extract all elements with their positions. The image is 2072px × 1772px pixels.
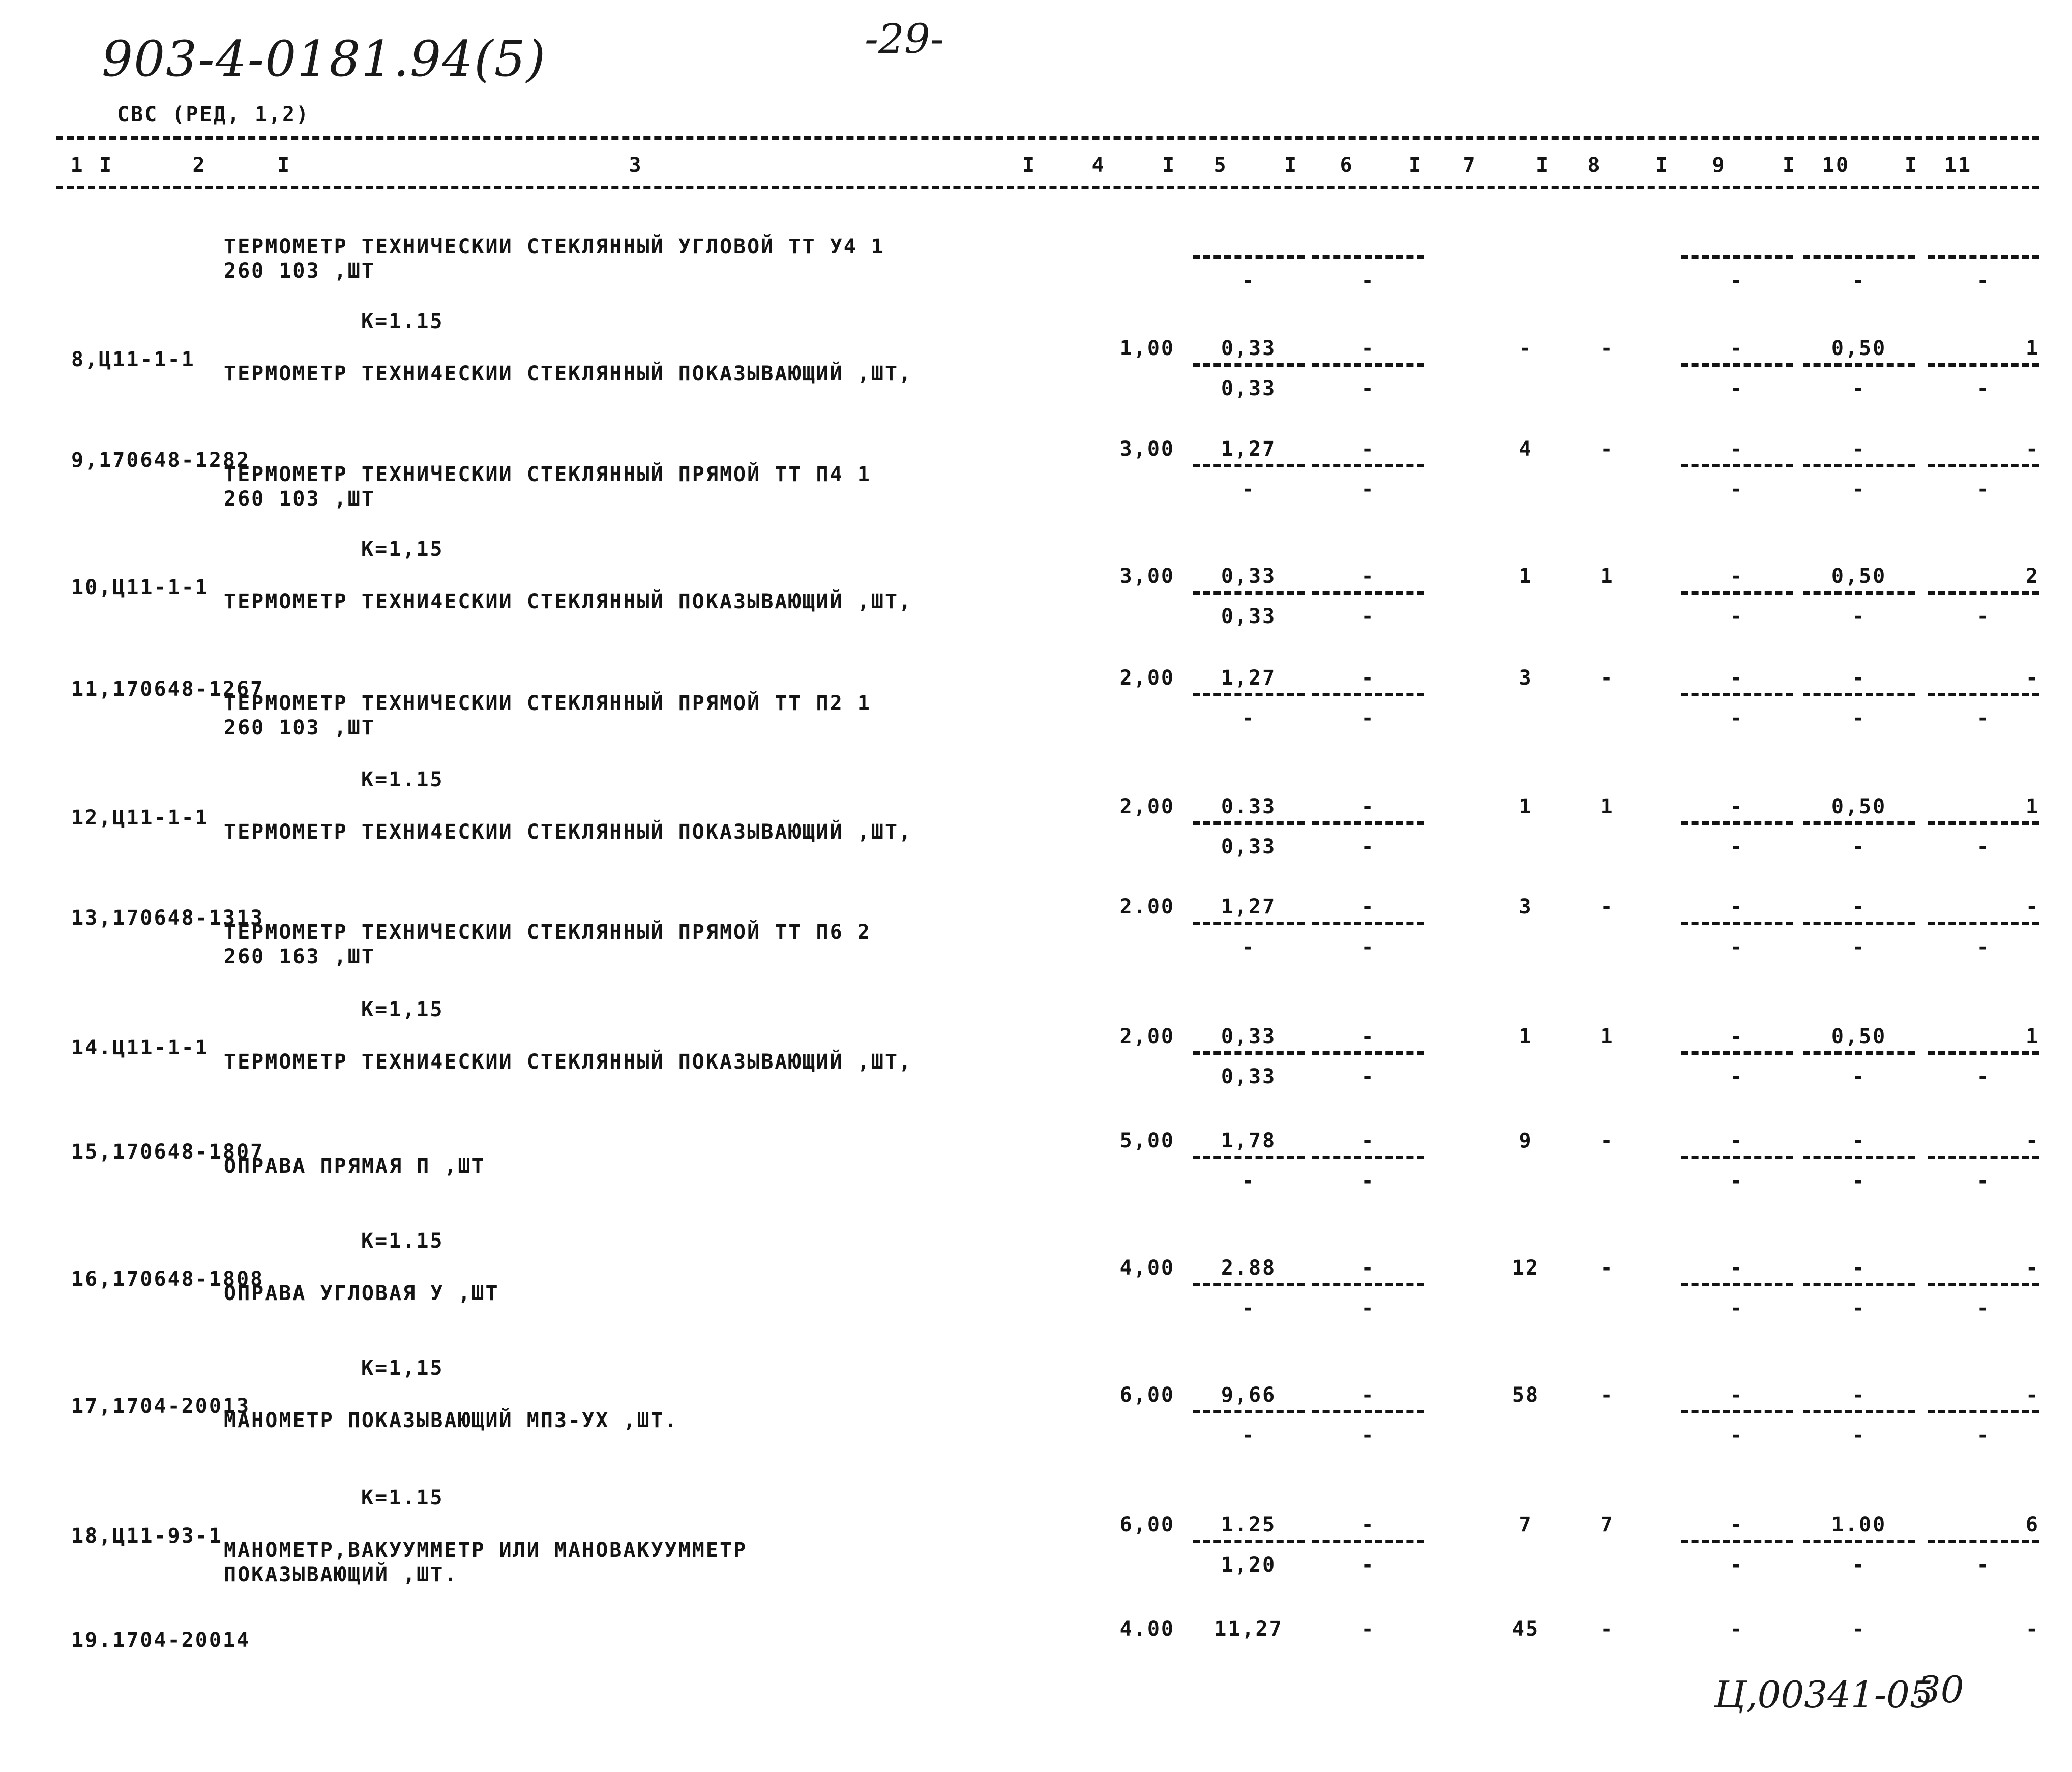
column-header-8: 8 (1587, 154, 1602, 177)
cell-c8: - (1600, 437, 1614, 461)
cell-c6-bottom: - (1361, 269, 1375, 292)
cell-c10-bottom: - (1852, 706, 1866, 730)
cell-c11-bottom: - (1976, 835, 1991, 859)
fraction-line (1681, 363, 1793, 367)
fraction-line (1312, 363, 1424, 367)
fraction-line (1928, 591, 2039, 595)
cell-c9-top: - (1730, 1617, 1744, 1641)
cell-c9-top: - (1730, 1513, 1744, 1537)
cell-c9-bottom: - (1730, 1065, 1744, 1088)
row-number: 11,170648-1267 (71, 677, 264, 701)
fraction-line (1312, 591, 1424, 595)
cell-c11-top: - (2025, 1256, 2039, 1280)
cell-c6-bottom: - (1361, 1169, 1375, 1193)
fraction-line (1312, 1051, 1424, 1055)
row-number: 10,Ц11-1-1 (71, 576, 209, 599)
cell-c11-bottom: - (1976, 1553, 1991, 1577)
fraction-line (1312, 821, 1424, 825)
column-separator: I (1409, 154, 1423, 177)
item-description-cont: 260 103 ,ШТ (224, 259, 375, 283)
cell-c8: 1 (1600, 1025, 1614, 1048)
cell-c5-bottom: 0,33 (1221, 1065, 1277, 1088)
cell-c11-top: - (2025, 1129, 2039, 1153)
cell-c9-bottom: - (1730, 1296, 1744, 1320)
fraction-line (1928, 1283, 2039, 1286)
cell-c4: 3,00 (1119, 437, 1175, 461)
cell-c5-bottom: - (1241, 1169, 1256, 1193)
cell-c7: 7 (1519, 1513, 1533, 1537)
fraction-line (1681, 1283, 1793, 1286)
cell-c10-top: 0,50 (1831, 1025, 1887, 1048)
column-separator: I (1905, 154, 1919, 177)
column-separator: I (1162, 154, 1176, 177)
cell-c6-bottom: - (1361, 1065, 1375, 1088)
column-header-11: 11 (1944, 154, 1972, 177)
fraction-line (1681, 1156, 1793, 1159)
fraction-line (1803, 821, 1915, 825)
column-separator: I (1536, 154, 1550, 177)
fraction-line (1928, 1156, 2039, 1159)
fraction-line (1681, 1051, 1793, 1055)
column-separator: I (99, 154, 113, 177)
cell-c5-bottom: 0,33 (1221, 377, 1277, 400)
cell-c11-top: 1 (2025, 1025, 2039, 1048)
cell-c6-top: - (1361, 565, 1375, 588)
cell-c5-top: 0,33 (1221, 1025, 1277, 1048)
column-separator: I (277, 154, 291, 177)
fraction-line (1312, 255, 1424, 259)
cell-c10-bottom: - (1852, 1553, 1866, 1577)
row-number: 19.1704-20014 (71, 1629, 251, 1652)
item-description-cont: 260 103 ,ШТ (224, 487, 375, 511)
fraction-line (1803, 1156, 1915, 1159)
footer-page-number: 30 (1917, 1668, 1964, 1711)
cell-c7: 45 (1512, 1617, 1540, 1641)
row-number: 16,170648-1808 (71, 1267, 264, 1291)
cell-c4: 2,00 (1119, 1025, 1175, 1048)
cell-c5-top: 1,27 (1221, 895, 1277, 919)
cell-c11-top: 6 (2025, 1513, 2039, 1537)
item-description-cont: 260 163 ,ШТ (224, 945, 375, 968)
cell-c6-bottom: - (1361, 1424, 1375, 1447)
cell-c9-top: - (1730, 565, 1744, 588)
cell-c5-bottom: - (1241, 706, 1256, 730)
cell-c6-top: - (1361, 1383, 1375, 1407)
fraction-line (1193, 1283, 1305, 1286)
fraction-line (1928, 922, 2039, 925)
cell-c7: 4 (1519, 437, 1533, 461)
cell-c10-bottom: - (1852, 605, 1866, 628)
cell-c11-bottom: - (1976, 605, 1991, 628)
fraction-line (1681, 922, 1793, 925)
cell-c5-top: 1.25 (1221, 1513, 1277, 1537)
cell-c9-top: - (1730, 337, 1744, 360)
column-header-10: 10 (1822, 154, 1850, 177)
fraction-line (1193, 821, 1305, 825)
cell-c6-bottom: - (1361, 377, 1375, 400)
column-header-4: 4 (1091, 154, 1106, 177)
fraction-line (1312, 1283, 1424, 1286)
cell-c6-top: - (1361, 1513, 1375, 1537)
cell-c8: - (1600, 1256, 1614, 1280)
fraction-line (1803, 1051, 1915, 1055)
cell-c7: - (1519, 337, 1533, 360)
cell-c8: - (1600, 1383, 1614, 1407)
cell-c6-top: - (1361, 1129, 1375, 1153)
cell-c7: 1 (1519, 1025, 1533, 1048)
item-description: ТЕРМОМЕТР ТЕХНИЧЕСКИИ СТЕКЛЯННЫЙ УГЛОВОЙ ТТ У4 1 (224, 235, 885, 258)
cell-c6-top: - (1361, 437, 1375, 461)
cell-c6-top: - (1361, 1617, 1375, 1641)
cell-c8: - (1600, 666, 1614, 690)
cell-c10-bottom: - (1852, 377, 1866, 400)
item-description-cont: ПОКАЗЫВАЮЩИЙ ,ШТ. (224, 1563, 458, 1586)
cell-c10-top: - (1852, 1383, 1866, 1407)
cell-c5-bottom: - (1241, 1296, 1256, 1320)
cell-c4: 2,00 (1119, 795, 1175, 818)
column-header-5: 5 (1213, 154, 1228, 177)
cell-c10-bottom: - (1852, 1296, 1866, 1320)
cell-c11-bottom: - (1976, 1424, 1991, 1447)
cell-c6-bottom: - (1361, 935, 1375, 959)
cell-c5-bottom: - (1241, 935, 1256, 959)
cell-c6-top: - (1361, 1025, 1375, 1048)
cell-c6-top: - (1361, 895, 1375, 919)
cell-c5-top: 9,66 (1221, 1383, 1277, 1407)
item-description: МАНОМЕТР,ВАКУУММЕТР ИЛИ МАНОВАКУУММЕТР (224, 1539, 748, 1562)
fraction-line (1803, 255, 1915, 259)
column-header-2: 2 (192, 154, 206, 177)
cell-c10-top: - (1852, 437, 1866, 461)
fraction-line (1193, 1051, 1305, 1055)
cell-c9-bottom: - (1730, 1424, 1744, 1447)
item-description: ОПРАВА ПРЯМАЯ П ,ШТ (224, 1155, 486, 1178)
cell-c9-bottom: - (1730, 1169, 1744, 1193)
cell-c9-bottom: - (1730, 706, 1744, 730)
cell-c9-top: - (1730, 1025, 1744, 1048)
fraction-line (1193, 464, 1305, 467)
item-description-cont: 260 103 ,ШТ (224, 716, 375, 740)
cell-c11-top: - (2025, 1617, 2039, 1641)
fraction-line (1928, 1051, 2039, 1055)
cell-c10-bottom: - (1852, 835, 1866, 859)
fraction-line (1193, 591, 1305, 595)
column-header-7: 7 (1463, 154, 1477, 177)
cell-c6-bottom: - (1361, 1553, 1375, 1577)
fraction-line (1193, 363, 1305, 367)
cell-c9-top: - (1730, 666, 1744, 690)
cell-c5-bottom: - (1241, 269, 1256, 292)
fraction-line (1928, 255, 2039, 259)
coefficient-label: К=1.15 (361, 310, 444, 333)
cell-c7: 9 (1519, 1129, 1533, 1153)
cell-c10-top: 0,50 (1831, 565, 1887, 588)
cell-c7: 1 (1519, 795, 1533, 818)
cell-c8: - (1600, 337, 1614, 360)
cell-c10-top: - (1852, 1129, 1866, 1153)
cell-c6-top: - (1361, 795, 1375, 818)
cell-c9-top: - (1730, 795, 1744, 818)
cell-c6-bottom: - (1361, 835, 1375, 859)
fraction-line (1681, 1410, 1793, 1413)
fraction-line (1681, 464, 1793, 467)
fraction-line (1681, 255, 1793, 259)
cell-c10-bottom: - (1852, 935, 1866, 959)
cell-c10-bottom: - (1852, 1065, 1866, 1088)
cell-c6-top: - (1361, 1256, 1375, 1280)
row-number: 14.Ц11-1-1 (71, 1036, 209, 1059)
column-header-3: 3 (629, 154, 643, 177)
doc-code: 903-4-0181.94(5) (102, 31, 547, 87)
cell-c10-top: - (1852, 1617, 1866, 1641)
cell-c5-top: 1,78 (1221, 1129, 1277, 1153)
cell-c9-bottom: - (1730, 377, 1744, 400)
fraction-line (1681, 693, 1793, 696)
cell-c11-top: 1 (2025, 337, 2039, 360)
cell-c11-top: 2 (2025, 565, 2039, 588)
coefficient-label: К=1.15 (361, 1486, 444, 1510)
subtitle: СВС (РЕД, 1,2) (117, 103, 310, 126)
cell-c8: - (1600, 1617, 1614, 1641)
column-separator: I (1284, 154, 1298, 177)
fraction-line (1928, 464, 2039, 467)
column-header-1: 1 (70, 154, 84, 177)
cell-c10-top: - (1852, 1256, 1866, 1280)
item-description: ТЕРМОМЕТР ТЕХНИЧЕСКИИ СТЕКЛЯННЫЙ ПРЯМОЙ ТТ П2 1 (224, 692, 871, 715)
cell-c11-bottom: - (1976, 478, 1991, 501)
row-number: 18,Ц11-93-1 (71, 1524, 223, 1548)
cell-c7: 58 (1512, 1383, 1540, 1407)
row-number: 12,Ц11-1-1 (71, 806, 209, 830)
fraction-line (1312, 1410, 1424, 1413)
cell-c11-top: - (2025, 437, 2039, 461)
footer-stamp: Ц,00341-05 (1714, 1673, 1933, 1716)
cell-c8: 1 (1600, 795, 1614, 818)
fraction-line (1193, 693, 1305, 696)
cell-c5-top: 2.88 (1221, 1256, 1277, 1280)
column-header-6: 6 (1340, 154, 1354, 177)
cell-c9-top: - (1730, 1383, 1744, 1407)
cell-c11-bottom: - (1976, 935, 1991, 959)
cell-c6-top: - (1361, 666, 1375, 690)
cell-c6-bottom: - (1361, 706, 1375, 730)
cell-c5-bottom: 0,33 (1221, 605, 1277, 628)
coefficient-label: К=1.15 (361, 1229, 444, 1253)
cell-c9-top: - (1730, 1256, 1744, 1280)
cell-c5-top: 11,27 (1214, 1617, 1283, 1641)
fraction-line (1928, 821, 2039, 825)
cell-c11-top: - (2025, 895, 2039, 919)
cell-c9-bottom: - (1730, 605, 1744, 628)
item-description: ТЕРМОМЕТР ТЕХНИ4ЕСКИИ СТЕКЛЯННЫЙ ПОКАЗЫВАЮЩИЙ ,ШТ, (224, 1050, 913, 1074)
item-description: МАНОМЕТР ПОКАЗЫВАЮЩИЙ МП3-УХ ,ШТ. (224, 1409, 678, 1432)
fraction-line (1928, 693, 2039, 696)
cell-c11-bottom: - (1976, 1169, 1991, 1193)
fraction-line (1312, 922, 1424, 925)
row-number: 13,170648-1313 (71, 906, 264, 930)
cell-c6-top: - (1361, 337, 1375, 360)
cell-c4: 5,00 (1119, 1129, 1175, 1153)
cell-c11-bottom: - (1976, 1296, 1991, 1320)
column-separator: I (1783, 154, 1797, 177)
cell-c5-top: 0,33 (1221, 337, 1277, 360)
cell-c10-bottom: - (1852, 269, 1866, 292)
row-number: 9,170648-1282 (71, 449, 251, 472)
cell-c4: 6,00 (1119, 1383, 1175, 1407)
cell-c10-bottom: - (1852, 1169, 1866, 1193)
cell-c8: 7 (1600, 1513, 1614, 1537)
cell-c9-bottom: - (1730, 1553, 1744, 1577)
row-number: 8,Ц11-1-1 (71, 348, 195, 371)
fraction-line (1681, 821, 1793, 825)
item-description: ОПРАВА УГЛОВАЯ У ,ШТ (224, 1282, 499, 1305)
cell-c7: 12 (1512, 1256, 1540, 1280)
cell-c10-bottom: - (1852, 478, 1866, 501)
fraction-line (1928, 363, 2039, 367)
fraction-line (1803, 363, 1915, 367)
cell-c4: 4,00 (1119, 1256, 1175, 1280)
cell-c10-top: - (1852, 895, 1866, 919)
column-separator: I (1655, 154, 1670, 177)
row-number: 17,1704-20013 (71, 1395, 251, 1418)
page-mark: -29- (865, 15, 944, 63)
fraction-line (1803, 1410, 1915, 1413)
cell-c11-top: - (2025, 666, 2039, 690)
column-separator: I (1022, 154, 1037, 177)
fraction-line (1193, 922, 1305, 925)
cell-c9-bottom: - (1730, 935, 1744, 959)
cell-c5-top: 1,27 (1221, 437, 1277, 461)
cell-c11-bottom: - (1976, 377, 1991, 400)
fraction-line (1803, 693, 1915, 696)
fraction-line (1312, 464, 1424, 467)
cell-c11-bottom: - (1976, 1065, 1991, 1088)
cell-c10-top: - (1852, 666, 1866, 690)
cell-c11-top: 1 (2025, 795, 2039, 818)
cell-c7: 3 (1519, 895, 1533, 919)
cell-c9-top: - (1730, 895, 1744, 919)
fraction-line (1928, 1410, 2039, 1413)
row-number: 15,170648-1807 (71, 1140, 264, 1164)
item-description: ТЕРМОМЕТР ТЕХНИ4ЕСКИИ СТЕКЛЯННЫЙ ПОКАЗЫВАЮЩИЙ ,ШТ, (224, 590, 913, 613)
item-description: ТЕРМОМЕТР ТЕХНИ4ЕСКИИ СТЕКЛЯННЫЙ ПОКАЗЫВАЮЩИЙ ,ШТ, (224, 362, 913, 386)
fraction-line (1803, 464, 1915, 467)
fraction-line (1803, 591, 1915, 595)
cell-c5-bottom: 1,20 (1221, 1553, 1277, 1577)
fraction-line (1312, 693, 1424, 696)
cell-c6-bottom: - (1361, 605, 1375, 628)
header-bottom-rule (56, 186, 2039, 189)
cell-c10-top: 0,50 (1831, 795, 1887, 818)
cell-c9-bottom: - (1730, 835, 1744, 859)
cell-c4: 3,00 (1119, 565, 1175, 588)
fraction-line (1312, 1156, 1424, 1159)
cell-c9-bottom: - (1730, 478, 1744, 501)
cell-c5-top: 0.33 (1221, 795, 1277, 818)
fraction-line (1803, 922, 1915, 925)
cell-c10-top: 1.00 (1831, 1513, 1887, 1537)
cell-c5-top: 0,33 (1221, 565, 1277, 588)
cell-c9-bottom: - (1730, 269, 1744, 292)
item-description: ТЕРМОМЕТР ТЕХНИ4ЕСКИИ СТЕКЛЯННЫЙ ПОКАЗЫВАЮЩИЙ ,ШТ, (224, 820, 913, 844)
cell-c5-top: 1,27 (1221, 666, 1277, 690)
cell-c5-bottom: 0,33 (1221, 835, 1277, 859)
coefficient-label: К=1,15 (361, 998, 444, 1021)
cell-c11-top: - (2025, 1383, 2039, 1407)
cell-c4: 4.00 (1119, 1617, 1175, 1641)
column-header-9: 9 (1712, 154, 1726, 177)
cell-c6-bottom: - (1361, 1296, 1375, 1320)
cell-c8: - (1600, 895, 1614, 919)
cell-c4: 6,00 (1119, 1513, 1175, 1537)
cell-c5-bottom: - (1241, 1424, 1256, 1447)
cell-c7: 1 (1519, 565, 1533, 588)
fraction-line (1193, 255, 1305, 259)
cell-c11-bottom: - (1976, 706, 1991, 730)
cell-c7: 3 (1519, 666, 1533, 690)
cell-c6-bottom: - (1361, 478, 1375, 501)
coefficient-label: К=1,15 (361, 1356, 444, 1380)
cell-c4: 2,00 (1119, 666, 1175, 690)
cell-c11-bottom: - (1976, 269, 1991, 292)
fraction-line (1928, 1540, 2039, 1543)
cell-c5-bottom: - (1241, 478, 1256, 501)
fraction-line (1312, 1540, 1424, 1543)
fraction-line (1193, 1540, 1305, 1543)
fraction-line (1681, 1540, 1793, 1543)
fraction-line (1193, 1156, 1305, 1159)
fraction-line (1803, 1540, 1915, 1543)
item-description: ТЕРМОМЕТР ТЕХНИЧЕСКИИ СТЕКЛЯННЫЙ ПРЯМОЙ ТТ П4 1 (224, 463, 871, 486)
coefficient-label: К=1,15 (361, 538, 444, 561)
cell-c8: 1 (1600, 565, 1614, 588)
cell-c9-top: - (1730, 437, 1744, 461)
top-rule (56, 136, 2039, 140)
item-description: ТЕРМОМЕТР ТЕХНИЧЕСКИИ СТЕКЛЯННЫЙ ПРЯМОЙ ТТ П6 2 (224, 921, 871, 944)
cell-c10-bottom: - (1852, 1424, 1866, 1447)
cell-c10-top: 0,50 (1831, 337, 1887, 360)
fraction-line (1681, 591, 1793, 595)
cell-c8: - (1600, 1129, 1614, 1153)
cell-c4: 1,00 (1119, 337, 1175, 360)
coefficient-label: К=1.15 (361, 768, 444, 791)
cell-c4: 2.00 (1119, 895, 1175, 919)
fraction-line (1193, 1410, 1305, 1413)
cell-c9-top: - (1730, 1129, 1744, 1153)
fraction-line (1803, 1283, 1915, 1286)
